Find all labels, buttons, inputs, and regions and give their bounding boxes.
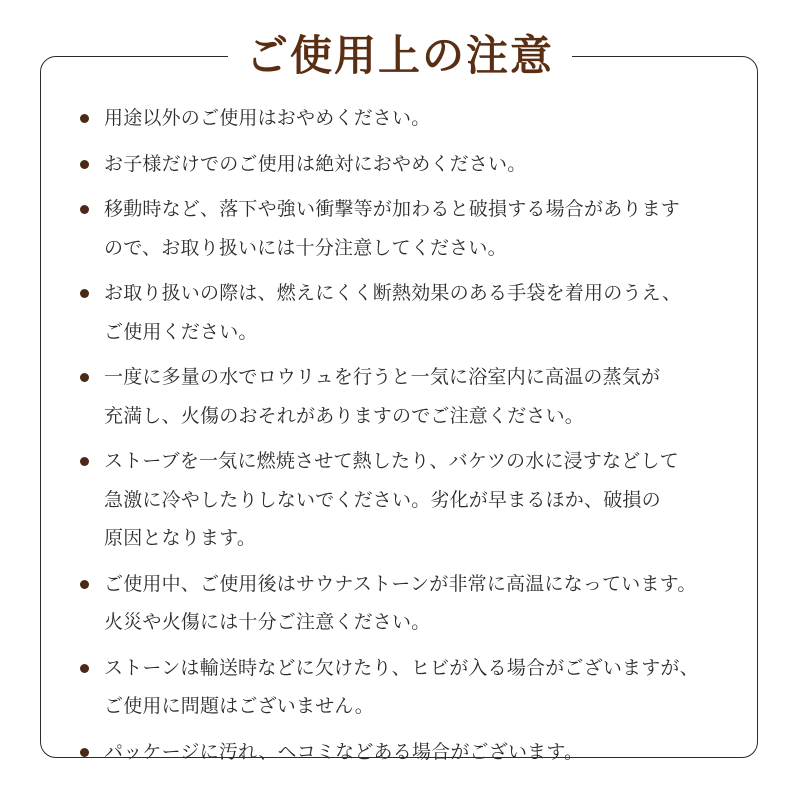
page-title: ご使用上の注意 <box>228 24 572 88</box>
bullet-icon <box>80 114 89 123</box>
note-item <box>78 274 728 351</box>
note-text: 移動時など、落下や強い衝撃等が加わると破損する場合があります ので、お取り扱いには十分注意してください。 <box>104 198 681 259</box>
note-item <box>78 99 728 138</box>
note-item <box>78 733 728 772</box>
bullet-icon <box>80 160 89 169</box>
bullet-icon <box>80 457 89 466</box>
note-item <box>78 565 728 642</box>
note-text: お取り扱いの際は、燃えにくく断熱効果のある手袋を着用のうえ、 ご使用ください。 <box>104 282 682 343</box>
note-text: ストーンは輸送時などに欠けたり、ヒビが入る場合がございますが、 ご使用に問題はございません。 <box>104 656 699 717</box>
notes-list <box>78 99 728 778</box>
note-item <box>78 145 728 184</box>
bullet-icon <box>80 205 89 214</box>
note-item <box>78 190 728 267</box>
note-item <box>78 649 728 726</box>
note-text: ストーブを一気に燃焼させて熱したり、バケツの水に浸すなどして 急激に冷やしたりしないでください。劣化が早まるほか、破損の 原因となります。 <box>104 450 679 549</box>
bullet-icon <box>80 373 89 382</box>
note-text: パッケージに汚れ、ヘコミなどある場合がございます。 <box>104 740 584 763</box>
note-item <box>78 442 728 558</box>
note-text: ご使用中、ご使用後はサウナストーンが非常に高温になっています。 火災や火傷には十分ご注意ください。 <box>104 572 697 633</box>
title-container <box>0 24 800 88</box>
bullet-icon <box>80 580 89 589</box>
bullet-icon <box>80 664 89 673</box>
bullet-icon <box>80 289 89 298</box>
bullet-icon <box>80 748 89 757</box>
note-text: 一度に多量の水でロウリュを行うと一気に浴室内に高温の蒸気が 充満し、火傷のおそれがありますのでご注意ください。 <box>104 366 661 427</box>
note-item <box>78 358 728 435</box>
note-text: 用途以外のご使用はおやめください。 <box>104 107 431 129</box>
note-text: お子様だけでのご使用は絶対におやめください。 <box>104 152 527 175</box>
